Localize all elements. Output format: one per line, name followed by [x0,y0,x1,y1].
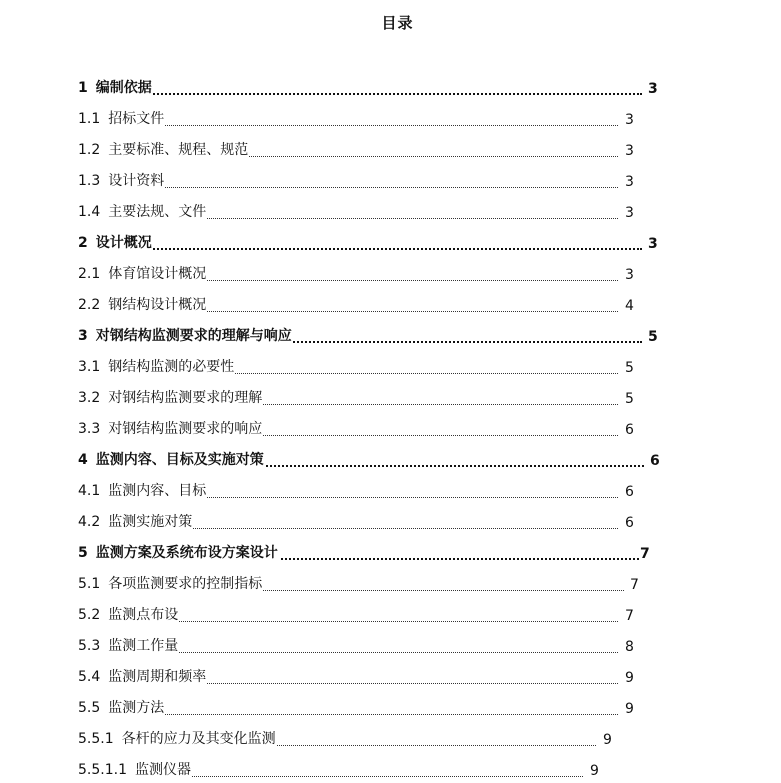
toc-entry[interactable] [78,163,678,194]
toc-entry-number: 2.2 [78,297,101,313]
toc-entry-title: 编制依据 [95,80,152,96]
toc-entry[interactable] [78,721,678,752]
toc-leader-dots [78,93,642,95]
toc-entry[interactable] [78,597,678,628]
toc-page-number: 7 [625,608,634,624]
toc-entry-number: 4 [78,452,88,468]
toc-entry-title: 设计资料 [108,173,165,189]
toc-entry-number: 5.5 [78,700,101,716]
toc-entry-title: 钢结构设计概况 [108,297,207,313]
toc-entry-number: 3.2 [78,390,101,406]
toc-page-number: 9 [590,763,599,779]
toc-entry-title: 钢结构监测的必要性 [108,359,235,375]
toc-entry-label [78,635,179,655]
toc-entry-title: 对钢结构监测要求的理解与响应 [95,328,292,344]
toc-entry-title: 主要法规、文件 [108,204,207,220]
toc-entry-title: 各项监测要求的控制指标 [108,576,263,592]
toc-entry-number: 5 [78,545,88,561]
toc-entry[interactable] [78,132,678,163]
toc-entry-label [78,480,207,500]
toc-entry[interactable] [78,566,678,597]
toc-entry-label [78,170,165,190]
toc-entry-label [78,201,207,221]
toc-entry-title: 监测点布设 [108,607,179,623]
toc-entry-title: 监测周期和频率 [108,669,207,685]
toc-page-number: 3 [625,112,634,128]
toc-entry-number: 4.1 [78,483,101,499]
toc-page-number: 3 [648,236,658,252]
toc-entry-label [78,387,263,407]
toc-entry-number: 5.4 [78,669,101,685]
toc-entry[interactable] [78,256,678,287]
toc-entry-title: 招标文件 [108,111,165,127]
toc-entry-label [78,139,249,159]
toc-entry-number: 2.1 [78,266,101,282]
toc-page-number: 6 [625,515,634,531]
toc-entry-title: 监测实施对策 [108,514,193,530]
toc-page-number: 5 [625,391,634,407]
toc-entry-label [78,542,279,562]
toc-page-number: 3 [625,205,634,221]
toc-entry[interactable] [78,380,678,411]
toc-entry-number: 2 [78,235,88,251]
toc-entry[interactable] [78,504,678,535]
toc-entry-label [78,697,165,717]
toc-entry-number: 5.3 [78,638,101,654]
toc-entry-title: 对钢结构监测要求的理解 [108,390,263,406]
toc-entry-title: 监测方法 [108,700,165,716]
toc-entry[interactable] [78,225,678,256]
toc-entry-number: 5.2 [78,607,101,623]
toc-entry[interactable] [78,194,678,225]
toc-entry-label [78,325,293,345]
toc-leader-dots [78,248,642,250]
toc-entry-number: 1 [78,80,88,96]
toc-entry[interactable] [78,690,678,721]
toc-entry-title: 监测工作量 [108,638,179,654]
toc-page-number: 6 [650,453,660,469]
toc-entry[interactable] [78,659,678,690]
toc-entry[interactable] [78,70,678,101]
toc-entry-label [78,418,263,438]
toc-page-number: 9 [625,670,634,686]
toc-entry-number: 5.5.1.1 [78,762,127,778]
toc-entry-number: 3.1 [78,359,101,375]
toc-page-number: 9 [625,701,634,717]
toc-entry-label [78,449,265,469]
toc-entry-label [78,604,179,624]
toc-entry-title: 各杆的应力及其变化监测 [121,731,276,747]
toc-entry-label [78,728,277,748]
toc-page-number: 7 [630,577,639,593]
toc-entry-title: 监测仪器 [134,762,191,778]
toc-entry[interactable] [78,411,678,442]
toc-entry-label [78,759,192,779]
table-of-contents [78,70,678,783]
toc-entry-title: 对钢结构监测要求的响应 [108,421,263,437]
toc-entry-title: 主要标准、规程、规范 [108,142,249,158]
toc-entry[interactable] [78,318,678,349]
toc-page-number: 3 [625,174,634,190]
toc-entry[interactable] [78,287,678,318]
toc-entry[interactable] [78,473,678,504]
toc-entry-title: 监测内容、目标 [108,483,207,499]
toc-entry-label [78,77,153,97]
toc-entry-number: 1.2 [78,142,101,158]
toc-entry[interactable] [78,101,678,132]
toc-entry-label [78,666,207,686]
page-title: 目录 [381,14,414,32]
toc-page-number: 6 [625,422,634,438]
toc-entry[interactable] [78,535,678,566]
toc-entry-number: 5.5.1 [78,731,114,747]
toc-entry-label [78,294,207,314]
toc-entry-title: 监测方案及系统布设方案设计 [95,545,278,561]
toc-page-number: 5 [625,360,634,376]
toc-entry-number: 1.4 [78,204,101,220]
toc-entry-number: 4.2 [78,514,101,530]
toc-entry[interactable] [78,752,678,783]
toc-entry[interactable] [78,628,678,659]
toc-entry[interactable] [78,442,678,473]
toc-entry-number: 3 [78,328,88,344]
toc-entry-label [78,573,263,593]
toc-entry-title: 设计概况 [95,235,152,251]
toc-page-number: 3 [648,81,658,97]
toc-page-number: 6 [625,484,634,500]
toc-entry-label [78,263,207,283]
toc-entry-label [78,232,153,252]
toc-page-number: 9 [603,732,612,748]
toc-entry-number: 3.3 [78,421,101,437]
toc-entry-title: 监测内容、目标及实施对策 [95,452,264,468]
toc-entry-number: 1.3 [78,173,101,189]
toc-entry-number: 5.1 [78,576,101,592]
toc-page-number: 7 [640,546,650,562]
toc-page-number: 3 [625,267,634,283]
toc-page-number: 5 [648,329,658,345]
toc-page-number: 3 [625,143,634,159]
toc-page-number: 4 [625,298,634,314]
toc-entry-label [78,108,165,128]
toc-entry[interactable] [78,349,678,380]
toc-entry-title: 体育馆设计概况 [108,266,207,282]
toc-entry-number: 1.1 [78,111,101,127]
toc-page-number: 8 [625,639,634,655]
toc-entry-label [78,511,193,531]
toc-entry-label [78,356,235,376]
